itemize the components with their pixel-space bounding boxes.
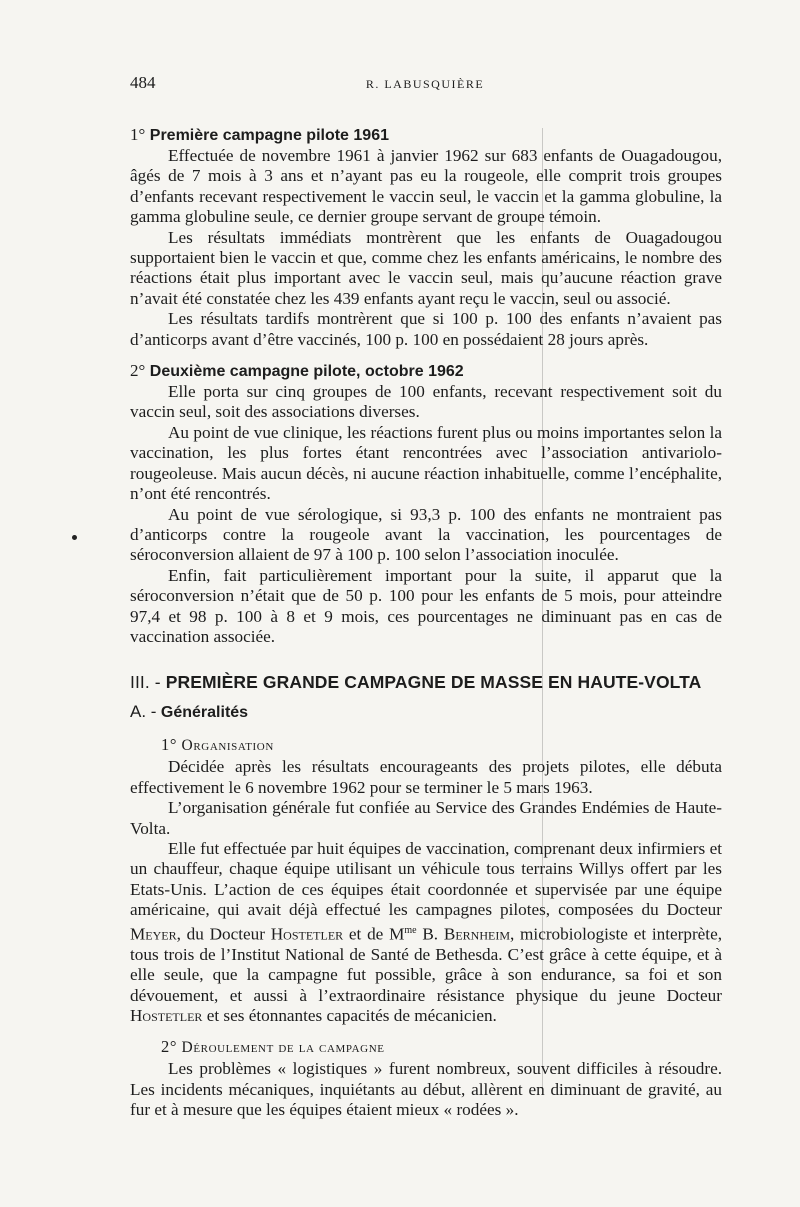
text-run: , microbiologiste et interprète, tous trois de l’Institut National de Santé de Bethesda. C’est grâce à cette équipe, et à elle seule, que la campagne fut possible, grâce à son endurance, sa foi et son dévouement, et aussi à l’extraordinaire résistance physique du jeune Docteur <box>130 924 722 1005</box>
page-header <box>130 73 720 97</box>
section-2-number: 2° <box>130 361 146 381</box>
section-2-paragraph: Elle porta sur cinq groupes de 100 enfants, recevant respectivement soit du vaccin seul, soit des associations diverses. <box>130 382 722 422</box>
section-2-paragraph: Enfin, fait particulièrement important pour la suite, il apparut que la séroconversion n’était que de 50 p. 100 pour les enfants de 5 mois, pour atteindre 97,4 et 98 p. 100 à 8 et 9 mois, ces pourcentages ne diminuant pas en cas de vaccination associée. <box>130 565 722 646</box>
deroulement-heading <box>130 1036 722 1059</box>
section-2-paragraph: Au point de vue sérologique, si 93,3 p. 100 des enfants ne montraient pas d’anticorps contre la rougeole avant la vaccination, les pourcentages de séroconversion allaient de 97 à 100 p. 100 selon l’association inoculée. <box>130 504 722 565</box>
person-name: Meyer <box>130 924 177 944</box>
deroulement-title: Déroulement de la campagne <box>181 1039 385 1057</box>
text-run: Elle fut effectuée par huit équipes de vaccination, comprenant deux infirmiers et un chauffeur, chaque équipe utilisant un véhicule tous terrains Willys offert par les Etats-Unis. L’action de ces équipes était coordonnée et supervisée par une équipe américaine, qui avait déjà effectué les campagnes pilotes, composées du Docteur <box>130 838 722 920</box>
organisation-title: Organisation <box>181 737 274 755</box>
section-1-heading <box>130 124 722 146</box>
organisation-number: 1° <box>161 735 178 755</box>
section-1-title: Première campagne pilote 1961 <box>149 127 389 144</box>
section-1-paragraph: Les résultats immédiats montrèrent que les enfants de Ouagadougou supportaient bien le vaccin et que, comme chez les enfants américains, le nombre des réactions était plus important avec le vaccin seul, mais qu’aucune réaction grave n’avait été constatée chez les 439 enfants ayant reçu le vaccin, seul ou associé. <box>130 227 722 308</box>
page-body <box>130 124 722 1121</box>
text-run: et de M <box>343 924 405 944</box>
section-1-paragraph: Effectuée de novembre 1961 à janvier 1962 sur 683 enfants de Ouagadougou, âgés de 7 mois à 3 ans et n’ayant pas eu la rougeole, elle comprit trois groupes d’enfants recevant respectivement le vaccin seul, le vaccin et la gamma globuline, la gamma globuline seule, ce dernier groupe servant de groupe témoin. <box>130 146 722 227</box>
section-1-number: 1° <box>130 125 146 144</box>
running-title: R. LABUSQUIÈRE <box>365 77 485 91</box>
section-2-heading <box>130 360 722 382</box>
organisation-paragraph <box>130 839 722 1026</box>
section-1-paragraph: Les résultats tardifs montrèrent que si 100 p. 100 des enfants n’avaient pas d’anticorps avant d’être vaccinés, 100 p. 100 en possédaient 28 jours après. <box>130 309 722 349</box>
deroulement-paragraph: Les problèmes « logistiques » furent nombreux, souvent difficiles à résoudre. Les incidents mécaniques, inquiétants au début, allèrent en diminuant de gravité, au fur et à mesure que les équipes étaient mieux « rodées ». <box>130 1059 722 1120</box>
person-name: Bernheim <box>443 924 510 944</box>
section-2-paragraph: Au point de vue clinique, les réactions furent plus ou moins importantes selon la vaccination, les plus fortes étant rencontrées avec l’association antivariolo-rougeoleuse. Mais aucun décès, ni aucune réaction inhabituelle, comme l’encéphalite, n’ont été rencontrés. <box>130 422 722 504</box>
subsection-a-title: Généralités <box>160 704 249 722</box>
margin-speck <box>72 535 77 540</box>
organisation-paragraph: L’organisation générale fut confiée au Service des Grandes Endémies de Haute-Volta. <box>130 798 722 838</box>
deroulement-number: 2° <box>161 1037 178 1057</box>
organisation-paragraph: Décidée après les résultats encourageants des projets pilotes, elle débuta effectivement le 6 novembre 1962 pour se terminer le 5 mars 1963. <box>130 757 722 797</box>
text-run: , du Docteur <box>176 924 271 944</box>
text-run: et ses étonnantes capacités de mécanicien. <box>202 1005 497 1025</box>
subsection-a-letter: A. - <box>130 702 157 722</box>
person-name: Hostetler <box>130 1005 203 1025</box>
title-superscript: me <box>404 924 417 936</box>
part-3-heading <box>130 671 722 693</box>
organisation-heading <box>130 734 722 757</box>
text-run: B. <box>416 924 444 944</box>
section-2-title: Deuxième campagne pilote, octobre 1962 <box>149 363 464 381</box>
subsection-a-heading <box>130 701 722 724</box>
person-name: Hostetler <box>270 924 344 944</box>
part-3-title: PREMIÈRE GRANDE CAMPAGNE DE MASSE EN HAUTE-VOLTA <box>165 672 702 693</box>
part-3-numeral: III. - <box>130 672 161 693</box>
page-number: 484 <box>130 73 156 92</box>
